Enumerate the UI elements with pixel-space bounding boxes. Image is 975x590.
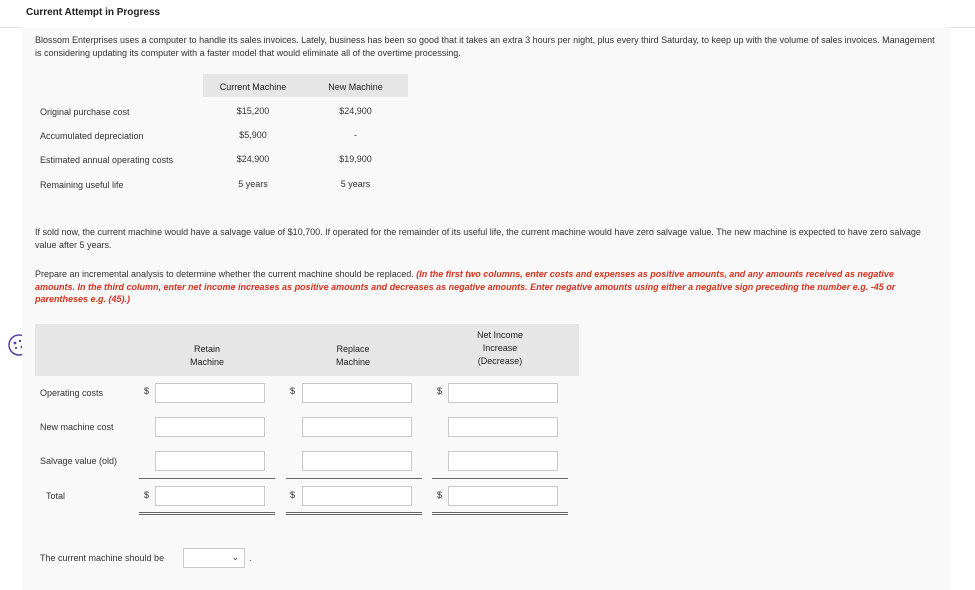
header-net-line3: (Decrease) [477, 356, 523, 366]
analysis-label-new-machine-cost: New machine cost [40, 422, 114, 432]
row-label-operating-costs: Estimated annual operating costs [40, 155, 174, 165]
subtotal-underline [286, 478, 422, 479]
retain-operating-costs-input[interactable] [155, 383, 265, 403]
replace-new-machine-cost-input[interactable] [302, 417, 412, 437]
replace-operating-costs-input[interactable] [302, 383, 412, 403]
row-label-accum-depreciation: Accumulated depreciation [40, 131, 144, 141]
retain-new-machine-cost-input[interactable] [155, 417, 265, 437]
header-net-line1: Net Income [476, 330, 524, 340]
new-accum-depreciation: - [354, 130, 357, 140]
header-net-income [448, 329, 552, 368]
total-underline [139, 514, 275, 515]
new-operating-costs: $19,900 [339, 154, 372, 164]
header-net-line2: Increase [482, 343, 518, 353]
page-title: Current Attempt in Progress [26, 7, 161, 18]
net-new-machine-cost-input[interactable] [448, 417, 558, 437]
net-salvage-value-input[interactable] [448, 451, 558, 471]
dollar-sign: $ [290, 490, 296, 500]
instruction-plain: Prepare an incremental analysis to determine whether the current machine should be replaced. [35, 269, 417, 279]
retain-total-input[interactable] [155, 486, 265, 506]
salvage-paragraph: If sold now, the current machine would have a salvage value of $10,700. If operated for the remainder of its useful life, the current machine would have zero salvage value. The new machine is expected to have zero salvage value after 5 years. [35, 227, 921, 250]
header-new-machine: New Machine [328, 82, 383, 92]
problem-intro: Blossom Enterprises uses a computer to handle its sales invoices. Lately, business has been so good that it takes an extra 3 hours per night, plus every third Saturday, to keep up with the volume of sales invoices. Management is considering updating its computer with a faster model that would eliminate all of the overtime processing. [35, 35, 935, 58]
header-replace-line1: Replace [336, 344, 370, 354]
analysis-label-total: Total [46, 491, 66, 501]
decision-dropdown[interactable] [183, 548, 245, 568]
dollar-sign: $ [437, 490, 443, 500]
conclusion-suffix: . [249, 553, 252, 563]
header-replace-line2: Machine [335, 357, 371, 367]
row-label-useful-life: Remaining useful life [40, 180, 124, 190]
dollar-sign: $ [144, 386, 150, 396]
total-underline [286, 512, 422, 513]
analysis-label-salvage-value: Salvage value (old) [40, 456, 118, 466]
current-operating-costs: $24,900 [236, 154, 270, 164]
replace-total-input[interactable] [302, 486, 412, 506]
question-panel [22, 27, 950, 590]
header-bar [0, 0, 975, 28]
replace-salvage-value-input[interactable] [302, 451, 412, 471]
current-accum-depreciation: $5,900 [239, 130, 267, 140]
total-underline [432, 512, 568, 513]
net-total-input[interactable] [448, 486, 558, 506]
header-retain-machine [155, 343, 259, 369]
new-purchase-cost: $24,900 [339, 106, 372, 116]
total-underline [139, 512, 275, 513]
new-useful-life: 5 years [340, 179, 371, 189]
total-underline [432, 514, 568, 515]
total-underline [286, 514, 422, 515]
dollar-sign: $ [437, 386, 443, 396]
subtotal-underline [432, 478, 568, 479]
conclusion-prefix: The current machine should be [40, 553, 165, 563]
instruction-red: (In the first two columns, enter costs and expenses as positive amounts, and any amounts received as negative amounts. In the third column, enter net income increases as positive amounts and decreases as negative amounts. Enter negative amounts using either a negative sign preceding the number e.g. -45 or parentheses e.g. (45).) [35, 269, 896, 304]
dollar-sign: $ [144, 490, 150, 500]
header-retain-line1: Retain [193, 344, 220, 354]
current-purchase-cost: $15,200 [236, 106, 270, 116]
current-useful-life: 5 years [238, 179, 268, 189]
dollar-sign: $ [290, 386, 296, 396]
header-current-machine: Current Machine [219, 82, 287, 92]
chevron-down-icon: ⌄ [231, 552, 239, 562]
net-operating-costs-input[interactable] [448, 383, 558, 403]
row-label-purchase-cost: Original purchase cost [40, 107, 130, 117]
subtotal-underline [139, 478, 275, 479]
header-replace-machine [301, 343, 405, 369]
instruction-paragraph [35, 268, 935, 306]
header-retain-line2: Machine [189, 357, 225, 367]
retain-salvage-value-input[interactable] [155, 451, 265, 471]
analysis-label-operating-costs: Operating costs [40, 388, 104, 398]
